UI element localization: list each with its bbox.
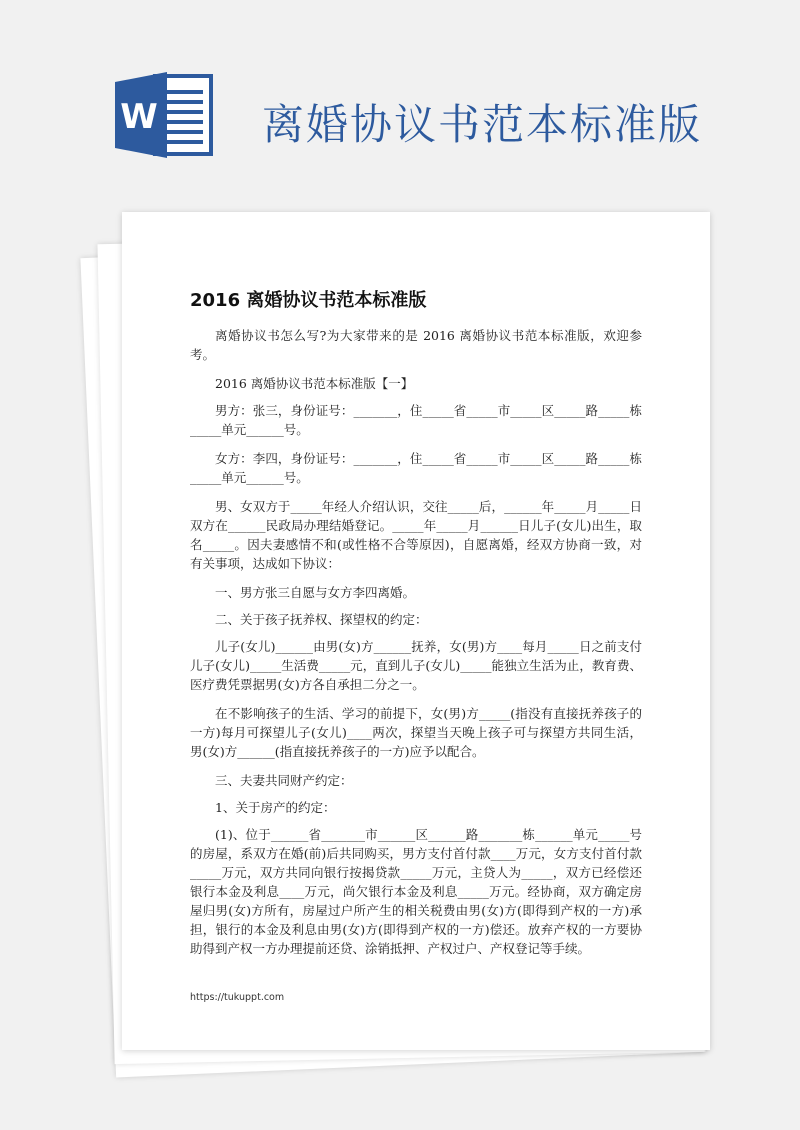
custody-paragraph: 儿子(女儿)______由男(女)方______抚养，女(男)方____每月_____日之前支付儿子(女儿)_____生活费_____元，直到儿子(女儿)_____能独立生活为止，教育费、医疗费凭票据男(女)方各自承担二分之一。 [190, 639, 642, 692]
husband-info-paragraph: 男方：张三，身份证号：_______，住_____省_____市_____区_____路_____栋_____单元______号。 [190, 403, 642, 437]
document-body [190, 326, 642, 968]
word-document-icon [115, 70, 215, 160]
clause-heading: 二、关于孩子抚养权、探望权的约定： [215, 612, 428, 627]
source-url: https://tukuppt.com [190, 992, 285, 1003]
intro-paragraph: 离婚协议书怎么写?为大家带来的是 2016 离婚协议书范本标准版，欢迎参考。 [190, 328, 642, 362]
section-heading: 2016 离婚协议书范本标准版【一】 [215, 376, 414, 391]
svg-text:W: W [120, 97, 158, 137]
document-title: 2016 离婚协议书范本标准版 [190, 290, 427, 311]
clause-heading: 1、关于房产的约定： [215, 800, 336, 815]
property-paragraph: (1)、位于______省_______市______区______路_______栋______单元_____号的房屋，系双方在婚(前)后共同购买，男方支付首付款____万元，女方支付首付款_____万元，双方共同向银行按揭贷款_____万元，主贷人为_____，双方已经偿还银行本金及利息____万元，尚欠银行本金及利息_____万元。经协商，双方确定房屋归男(女)方所有，房屋过户所产生的相关税费由男(女)方(即得到产权的一方)承担，银行的本金及利息由男(女)方(即得到产权的一方)偿还。放弃产权的一方要协助得到产权一方办理提前还贷、涂销抵押、产权过户、产权登记等手续。 [190, 827, 642, 956]
visitation-paragraph: 在不影响孩子的生活、学习的前提下，女(男)方_____(指没有直接抚养孩子的一方)每月可探望儿子(女儿)____两次，探望当天晚上孩子可与探望方共同生活，男(女)方______(指直接抚养孩子的一方)应予以配合。 [190, 706, 642, 759]
clause-heading: 三、夫妻共同财产约定： [215, 773, 353, 788]
marriage-info-paragraph: 男、女双方于_____年经人介绍认识，交往_____后，______年_____月_____日双方在______民政局办理结婚登记。_____年_____月______日儿子(女儿)出生，取名_____。因夫妻感情不和(或性格不合等原因)，自愿离婚，经双方协商一致，对有关事项，达成如下协议： [190, 499, 642, 571]
clause-heading: 一、男方张三自愿与女方李四离婚。 [215, 585, 416, 600]
banner-title: 离婚协议书范本标准版 [262, 100, 703, 149]
wife-info-paragraph: 女方：李四，身份证号：_______，住_____省_____市_____区_____路_____栋_____单元______号。 [190, 451, 642, 485]
